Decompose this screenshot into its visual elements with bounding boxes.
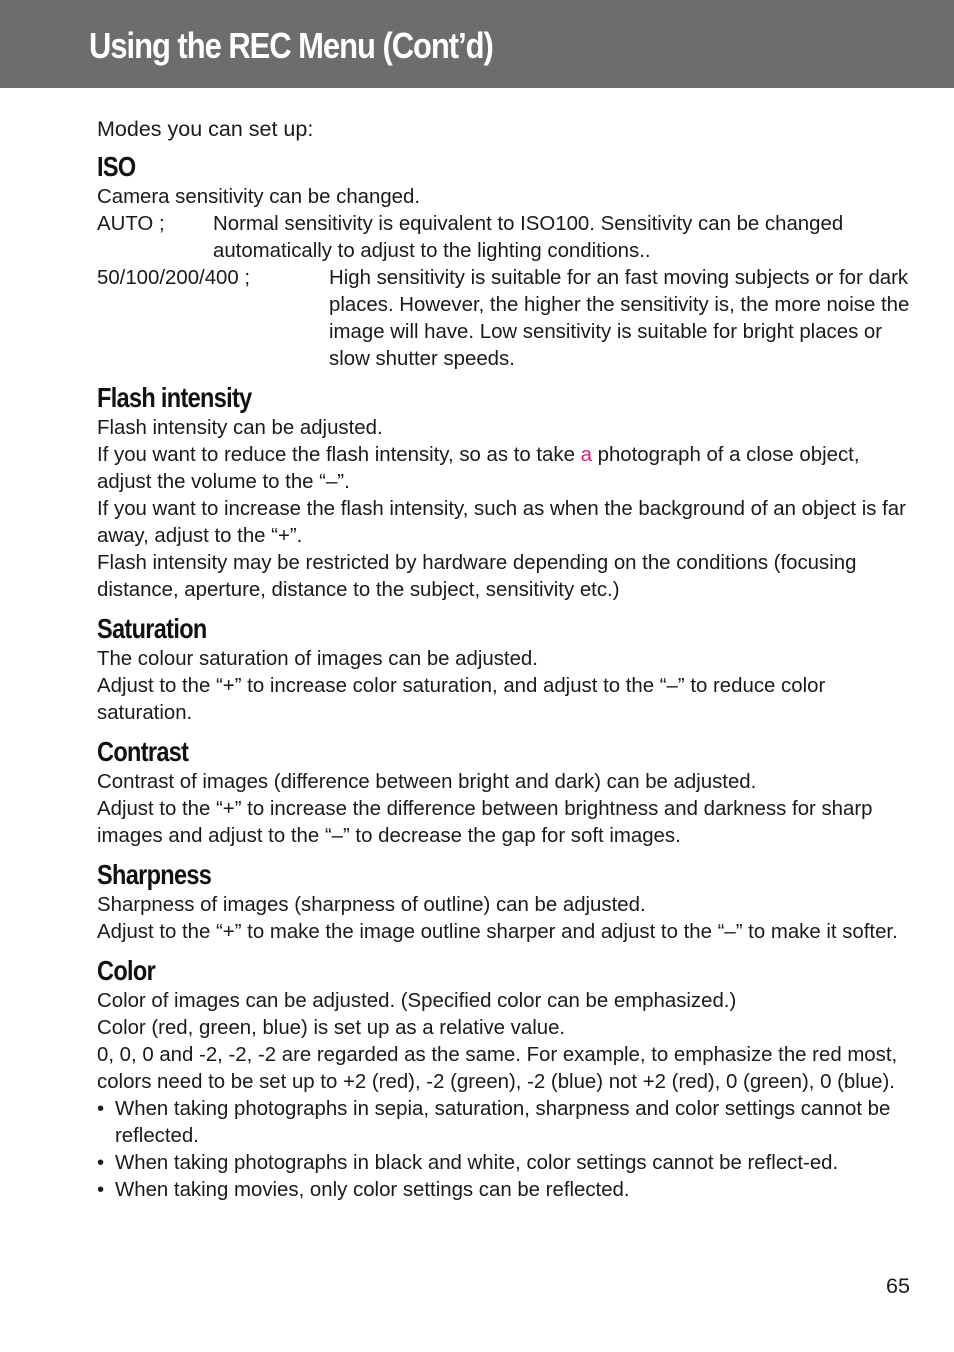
iso-values-description: High sensitivity is suitable for an fast moving subjects or for dark places. However, the higher the sensitivity is, the more noise the image will have. Low sensitivity is suitable for bright places or slow shutter speeds. (329, 267, 910, 370)
iso-auto-description: Normal sensitivity is equivalent to ISO100. Sensitivity can be changed automatically to adjust to the lighting conditions.. (213, 213, 844, 262)
flash-line-2 (97, 442, 912, 496)
header-bar (0, 0, 954, 88)
flash-line-2-start: If you want to reduce the flash intensity, so as to take (97, 444, 581, 466)
saturation-line-1: The colour saturation of images can be adjusted. (97, 648, 538, 670)
saturation-line-2: Adjust to the “+” to increase color saturation, and adjust to the “–” to reduce color saturation. (97, 675, 826, 724)
list-item (97, 1096, 912, 1150)
contrast-line-2: Adjust to the “+” to increase the difference between brightness and darkness for sharp images and adjust to the “–” to decrease the gap for soft images. (97, 798, 873, 847)
bullet-icon: • (97, 1098, 105, 1120)
color-line-3: 0, 0, 0 and -2, -2, -2 are regarded as the same. For example, to emphasize the red most, colors need to be set up to +2 (red), -2 (green), -2 (blue) not +2 (red), 0 (green), 0 (blue). (97, 1044, 898, 1093)
iso-description: Camera sensitivity can be changed. (97, 186, 421, 208)
page-title: Using the REC Menu (Cont’d) (89, 25, 493, 66)
iso-values-row (97, 265, 912, 373)
flash-line-3: If you want to increase the flash intensity, such as when the background of an object is far away, adjust to the “+”. (97, 498, 906, 547)
bullet-icon: • (97, 1152, 105, 1174)
color-section (97, 954, 912, 1204)
page-content (97, 114, 912, 1212)
color-heading: Color (97, 955, 156, 986)
contrast-heading: Contrast (97, 736, 189, 767)
flash-heading: Flash intensity (97, 382, 252, 413)
bullet-text: When taking movies, only color settings can be reflected. (115, 1179, 630, 1201)
iso-heading: ISO (97, 151, 136, 182)
saturation-section (97, 612, 912, 727)
color-line-2: Color (red, green, blue) is set up as a relative value. (97, 1017, 566, 1039)
iso-section (97, 150, 912, 373)
flash-line-1: Flash intensity can be adjusted. (97, 417, 383, 439)
iso-auto-row (97, 211, 912, 265)
page-number: 65 (886, 1274, 910, 1298)
sharpness-line-1: Sharpness of images (sharpness of outline) can be adjusted. (97, 894, 646, 916)
sharpness-heading: Sharpness (97, 859, 212, 890)
flash-section (97, 381, 912, 604)
flash-line-4: Flash intensity may be restricted by hardware depending on the conditions (focusing distance, aperture, distance to the subject, sensitivity etc.) (97, 552, 857, 601)
sharpness-line-2: Adjust to the “+” to make the image outline sharper and adjust to the “–” to make it softer. (97, 921, 898, 943)
contrast-line-1: Contrast of images (difference between bright and dark) can be adjusted. (97, 771, 757, 793)
list-item (97, 1150, 912, 1177)
iso-values-term: 50/100/200/400 ; (97, 267, 251, 289)
flash-line-2-accent: a (580, 444, 592, 466)
intro-text: Modes you can set up: (97, 117, 314, 141)
flash-line-2-end: photograph of a close object, adjust the volume to the “–”. (97, 444, 860, 493)
list-item (97, 1177, 912, 1204)
bullet-text: When taking photographs in sepia, saturation, sharpness and color settings cannot be reflected. (115, 1098, 891, 1147)
bullet-text: When taking photographs in black and white, color settings cannot be reflect-ed. (115, 1152, 839, 1174)
iso-auto-term: AUTO ; (97, 213, 165, 235)
color-line-1: Color of images can be adjusted. (Specified color can be emphasized.) (97, 990, 737, 1012)
contrast-section (97, 735, 912, 850)
sharpness-section (97, 858, 912, 946)
saturation-heading: Saturation (97, 613, 207, 644)
bullet-icon: • (97, 1179, 105, 1201)
